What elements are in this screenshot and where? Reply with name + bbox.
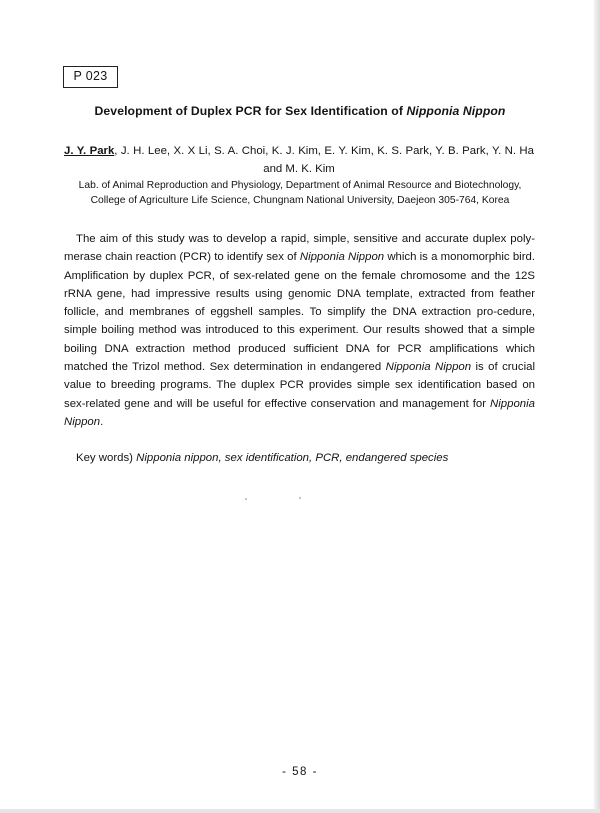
affiliation-line-1: Lab. of Animal Reproduction and Physiology, Department of Animal Resource and Biotechnology, xyxy=(78,180,522,191)
scan-page-edge-bottom xyxy=(0,809,600,813)
abstract-paragraph xyxy=(64,230,535,431)
poster-code-box: P 023 xyxy=(63,66,118,88)
abstract-text-2: which is a monomorphic bird. Amplification by duplex PCR, of sex-related gene on the female chromosome and the 12S rRNA gene, had impressive results using genomic DNA template, extracted from feather follicle, and membranes of eggshell samples. To simplify the DNA extraction pro-cedure, simple boiling method was introduced to this experiment. Our results showed that a simple boiling DNA extraction method produced sufficient DNA for PCR amplifications which matched the Trizol method. Sex determination in endangered xyxy=(64,251,535,374)
abstract-species-2: Nipponia Nippon xyxy=(385,361,472,374)
title-species: Nipponia Nippon xyxy=(406,104,506,118)
scan-speck xyxy=(299,497,301,499)
keywords-line xyxy=(76,449,546,467)
author-list xyxy=(64,142,534,178)
abstract-species-3: Nipponia Nippon xyxy=(64,397,535,428)
abstract-text-3: is of crucial value to breeding programs. The duplex PCR provides simple sex identification based on sex-related gene and will be useful for effective conservation and management for xyxy=(64,361,535,410)
abstract-text-4: . xyxy=(100,415,104,428)
lead-author: J. Y. Park xyxy=(64,145,115,157)
scan-page-edge-right xyxy=(594,0,600,813)
co-authors: , J. H. Lee, X. X Li, S. A. Choi, K. J. Kim, E. Y. Kim, K. S. Park, Y. B. Park, Y. N. Ha and M. K. Kim xyxy=(114,145,534,175)
scan-speck xyxy=(245,498,247,500)
abstract-text-1: The aim of this study was to develop a rapid, simple, sensitive and accurate duplex poly-merase chain reaction (PCR) to identify sex of xyxy=(64,233,535,264)
paper-title xyxy=(40,104,560,118)
abstract-species-1: Nipponia Nippon xyxy=(299,251,385,264)
page-number: - 58 - xyxy=(282,766,318,778)
keywords-terms: Nipponia nippon, sex identification, PCR, endangered species xyxy=(136,452,449,464)
title-text: Development of Duplex PCR for Sex Identification of xyxy=(94,104,407,118)
keywords-label: Key words) xyxy=(76,452,137,464)
affiliation-line-2: College of Agriculture Life Science, Chungnam National University, Daejeon 305-764, Korea xyxy=(90,195,510,206)
